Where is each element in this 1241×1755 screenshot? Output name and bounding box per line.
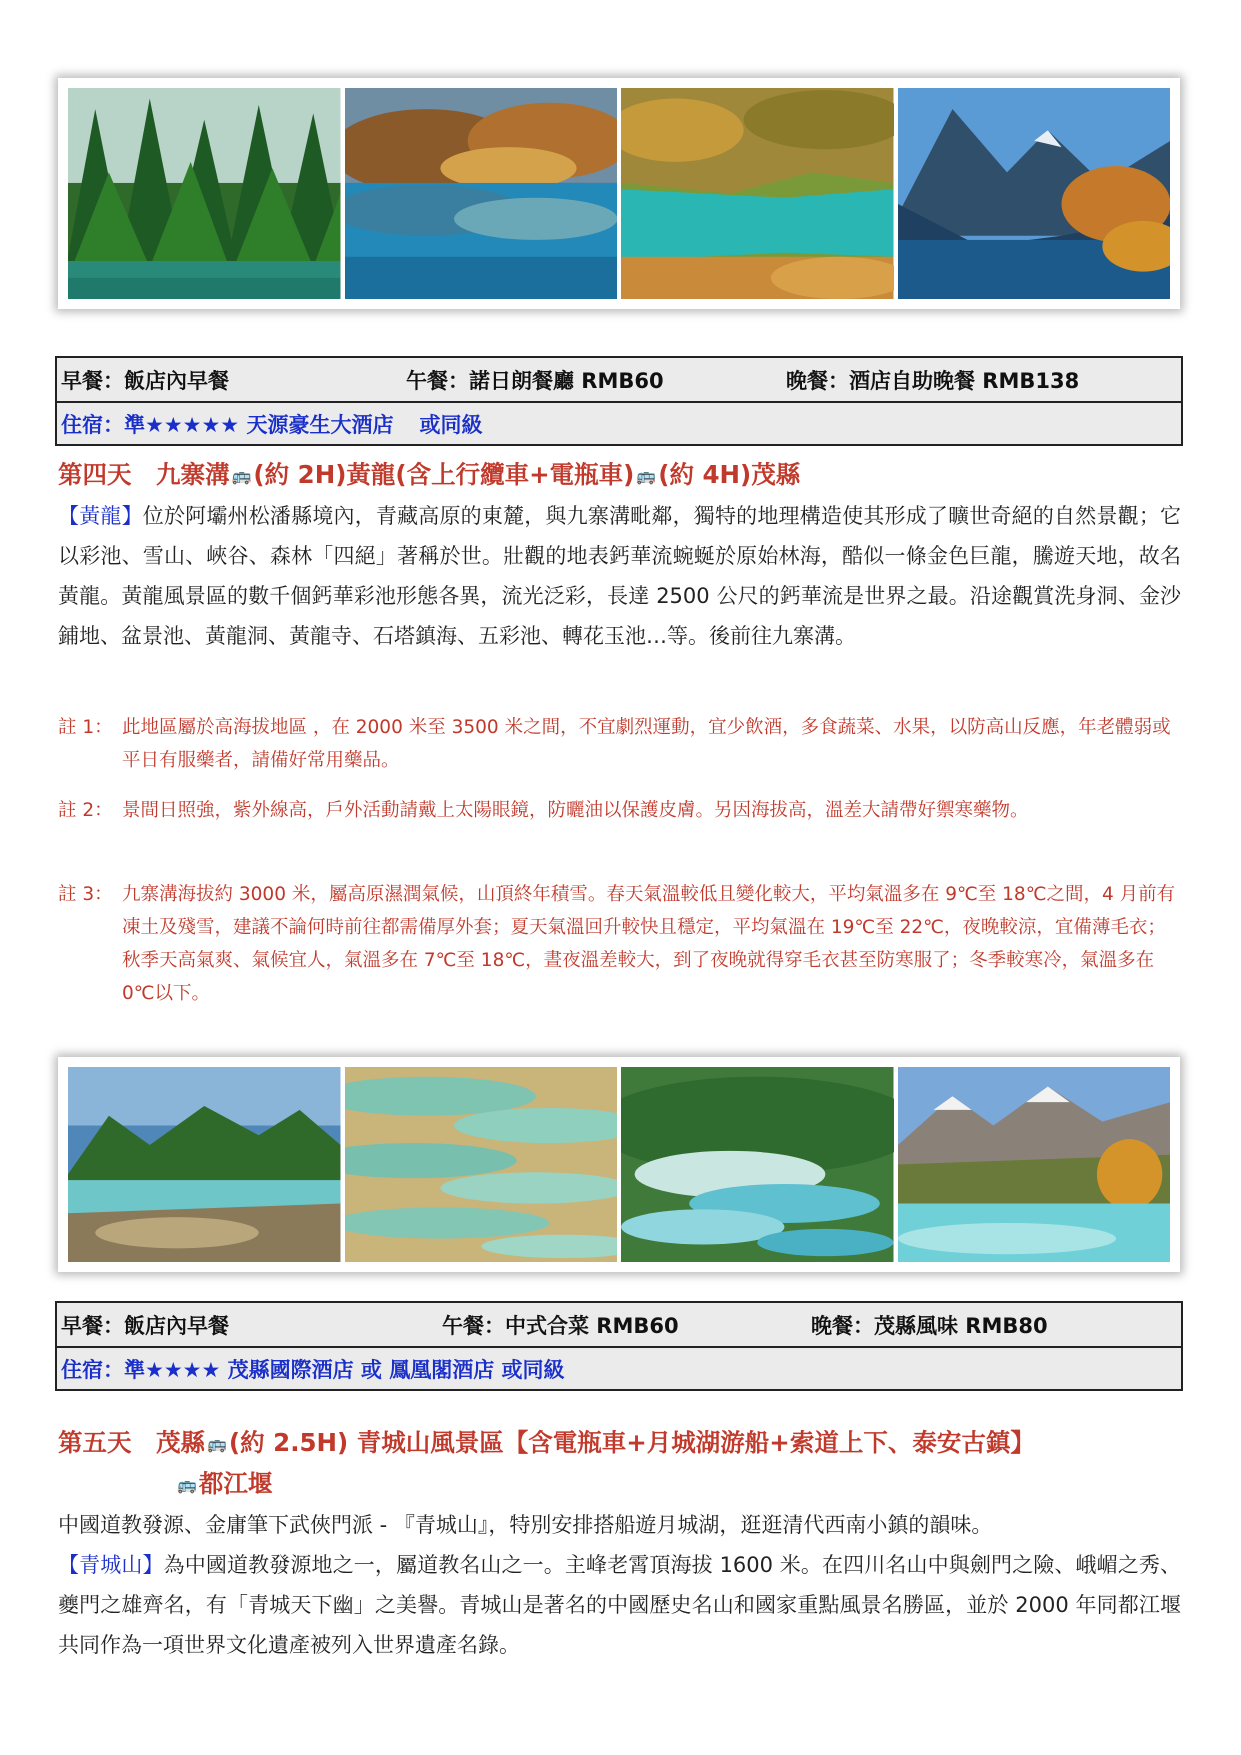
bus-icon: 🚌 [231,466,252,485]
photo-travertine-pool-forest [68,1067,341,1262]
qingcheng-heading: 【青城山】 [58,1553,164,1577]
lunch-text: 午餐：中式合菜 RMB60 [442,1313,679,1338]
meal-table-day3 [55,356,1183,446]
photo-snow-mountain-pools [898,1067,1171,1262]
note-label: 註 2： [58,800,113,821]
note-1 [58,711,1181,777]
day4-title-start: 第四天 九寨溝 [58,460,230,489]
breakfast-text: 早餐：飯店內早餐 [61,1313,229,1338]
day4-title-end: (約 4H)茂縣 [658,460,801,489]
bus-icon: 🚌 [207,1434,227,1453]
day5-title-middle: (約 2.5H) 青城山風景區【含電瓶車+月城湖游船+索道上下、泰安古鎮】 [228,1428,1035,1457]
lodging-suffix: 或同級 [419,412,483,437]
lodging-prefix: 住宿：準 [61,412,145,437]
day5-title-line2 [175,1465,272,1500]
breakfast-text: 早餐：飯店內早餐 [61,368,229,393]
day5-title [58,1424,1035,1459]
day4-description [58,496,1181,656]
dinner-text: 晚餐：酒店自助晚餐 RMB138 [786,368,1080,393]
bus-icon: 🚌 [177,1475,197,1494]
day5-description [58,1545,1181,1665]
meal-row [57,358,1181,401]
photo-strip-1 [58,78,1180,309]
photo-turquoise-terraces [621,1067,894,1262]
meal-table-day4 [55,1301,1183,1391]
hotel-name: 天源豪生大酒店 [239,412,394,437]
day5-title-start: 第五天 茂縣 [58,1428,205,1457]
lodging-row [57,401,1181,444]
star-rating: ★★★★ [145,1357,221,1382]
day4-description-text: 位於阿壩州松潘縣境內，青藏高原的東麓，與九寨溝毗鄰，獨特的地理構造使其形成了曠世奇絕的自然景觀；它以彩池、雪山、峽谷、森林「四絕」著稱於世。壯觀的地表鈣華流蜿蜒於原始林海，酷似一條金色巨龍，騰遊天地，故名黃龍。黃龍風景區的數千個鈣華彩池形態各異，流光泛彩，長達 2500 公尺的鈣華流是世界之最。沿途觀賞洗身洞、金沙鋪地、盆景池、黃龍洞、黃龍寺、石塔鎮海、五彩池、轉花玉池…等。後前往九寨溝。 [58,504,1182,648]
photo-strip-2 [58,1057,1180,1272]
note-text: 九寨溝海拔約 3000 米，屬高原濕潤氣候，山頂終年積雪。春天氣溫較低且變化較大，平均氣溫多在 9℃至 18℃之間，4 月前有凍土及殘雪，建議不論何時前往都需備厚外套；夏天氣溫回升較快且穩定，平均氣溫在 19℃至 22℃，夜晚較涼，宜備薄毛衣；秋季天高氣爽、氣候宜人，氣溫多在 7℃至 18℃，晝夜溫差較大，到了夜晚就得穿毛衣甚至防寒服了；冬季較寒冷，氣溫多在 0℃以下。 [122,884,1176,1004]
photo-golden-terraces [345,1067,618,1262]
lodging-row [57,1346,1181,1389]
bus-icon: 🚌 [636,466,657,485]
hotel-name: 茂縣國際酒店 或 鳳凰閣酒店 或同級 [220,1357,565,1382]
day5-intro [58,1505,1181,1545]
photo-forest-lake [68,88,341,299]
note-text: 此地區屬於高海拔地區 ，在 2000 米至 3500 米之間，不宜劇烈運動，宜少飲酒，多食蔬菜、水果，以防高山反應，年老體弱或平日有服藥者，請備好常用藥品。 [122,717,1171,771]
photo-autumn-reflection-lake [345,88,618,299]
day4-title [58,456,800,491]
lunch-text: 午餐：諾日朗餐廳 RMB60 [406,368,664,393]
day4-title-middle: (約 2H)黃龍(含上行纜車+電瓶車) [253,460,635,489]
dinner-text: 晚餐：茂縣風味 RMB80 [811,1313,1048,1338]
lodging-prefix: 住宿：準 [61,1357,145,1382]
day5-intro-text: 中國道教發源、金庸筆下武俠門派 - 『青城山』，特別安排搭船遊月城湖，逛逛清代西南小鎮的韻味。 [58,1513,993,1537]
day5-description-text: 為中國道教發源地之一，屬道教名山之一。主峰老霄頂海拔 1600 米。在四川名山中與劍門之險、峨嵋之秀、夔門之雄齊名，有「青城天下幽」之美譽。青城山是著名的中國歷史名山和國家重點風景名勝區，並於 2000 年同都江堰共同作為一項世界文化遺產被列入世界遺產名錄。 [58,1553,1181,1657]
note-3 [58,878,1181,1010]
day5-title-end: 都江堰 [198,1469,273,1498]
huanglong-heading: 【黃龍】 [58,504,143,528]
photo-turquoise-lake-autumn [621,88,894,299]
photo-mountain-valley-lake [898,88,1171,299]
note-2 [58,794,1181,827]
note-label: 註 3： [58,884,113,905]
note-label: 註 1： [58,717,113,738]
star-rating: ★★★★★ [145,412,240,437]
meal-row [57,1303,1181,1346]
note-text: 景間日照強，紫外線高，戶外活動請戴上太陽眼鏡，防曬油以保護皮膚。另因海拔高，溫差大請帶好禦寒藥物。 [122,800,1029,821]
